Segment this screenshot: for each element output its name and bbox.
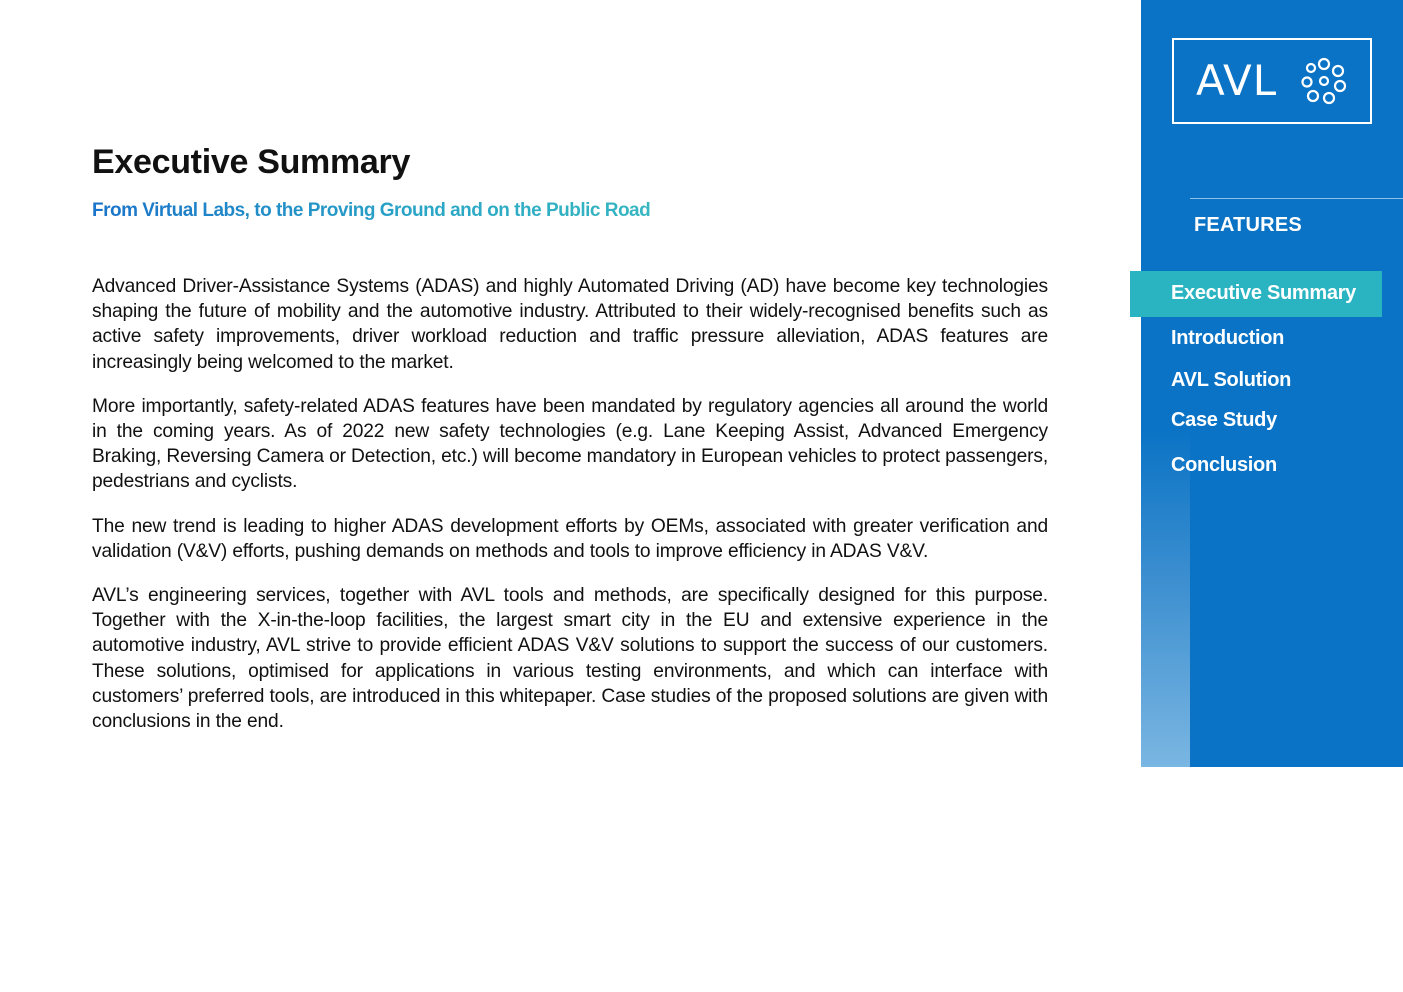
nav-item-conclusion[interactable]: Conclusion xyxy=(1171,454,1277,476)
page-subtitle: From Virtual Labs, to the Proving Ground and on the Public Road xyxy=(92,200,651,221)
sidebar-gradient-strip xyxy=(1141,430,1190,767)
main-content xyxy=(92,140,1048,753)
page-title: Executive Summary xyxy=(92,143,411,181)
avl-logo-mark-icon xyxy=(1298,55,1350,107)
nav-item-case-study[interactable]: Case Study xyxy=(1171,409,1277,431)
paragraph: Advanced Driver-Assistance Systems (ADAS) and highly Automated Driving (AD) have become key technologies shaping the future of mobility and the automotive industry. Attributed to their widely-recognised benefits such as active safety improvements, driver workload reduction and traffic pressure alleviation, ADAS features are increasingly being welcomed to the market. xyxy=(92,276,1048,373)
nav-item-label: Executive Summary xyxy=(1171,282,1356,304)
nav-item-avl-solution[interactable]: AVL Solution xyxy=(1171,369,1292,391)
paragraph: The new trend is leading to higher ADAS development efforts by OEMs, associated with greater verification and validation (V&V) efforts, pushing demands on methods and tools to improve efficiency in ADAS V&V. xyxy=(92,515,1048,562)
paragraph: AVL’s engineering services, together with AVL tools and methods, are specifically designed for this purpose. Together with the X-in-the-loop facilities, the largest smart city in the EU and extensive experience in the automotive industry, AVL strive to provide efficient ADAS V&V solutions to support the success of our customers. These solutions, optimised for applications in various testing environments, and which can interface with customers’ preferred tools, are introduced in this whitepaper. Case studies of the proposed solutions are given with conclusions in the end. xyxy=(92,585,1048,733)
avl-logo xyxy=(1172,38,1372,124)
summary-body xyxy=(92,274,1048,734)
nav-item-executive-summary[interactable] xyxy=(1130,271,1382,317)
logo-text: AVL xyxy=(1196,56,1278,105)
sidebar xyxy=(1141,0,1403,767)
sidebar-divider xyxy=(1190,198,1403,199)
paragraph: More importantly, safety-related ADAS features have been mandated by regulatory agencies all around the world in the coming years. As of 2022 new safety technologies (e.g. Lane Keeping Assist, Advanced Emergency Braking, Reversing Camera or Detection, etc.) will become mandatory in European vehicles to protect passengers, pedestrians and cyclists. xyxy=(92,395,1048,493)
nav-item-introduction[interactable]: Introduction xyxy=(1171,327,1285,349)
features-heading: FEATURES xyxy=(1194,214,1302,236)
